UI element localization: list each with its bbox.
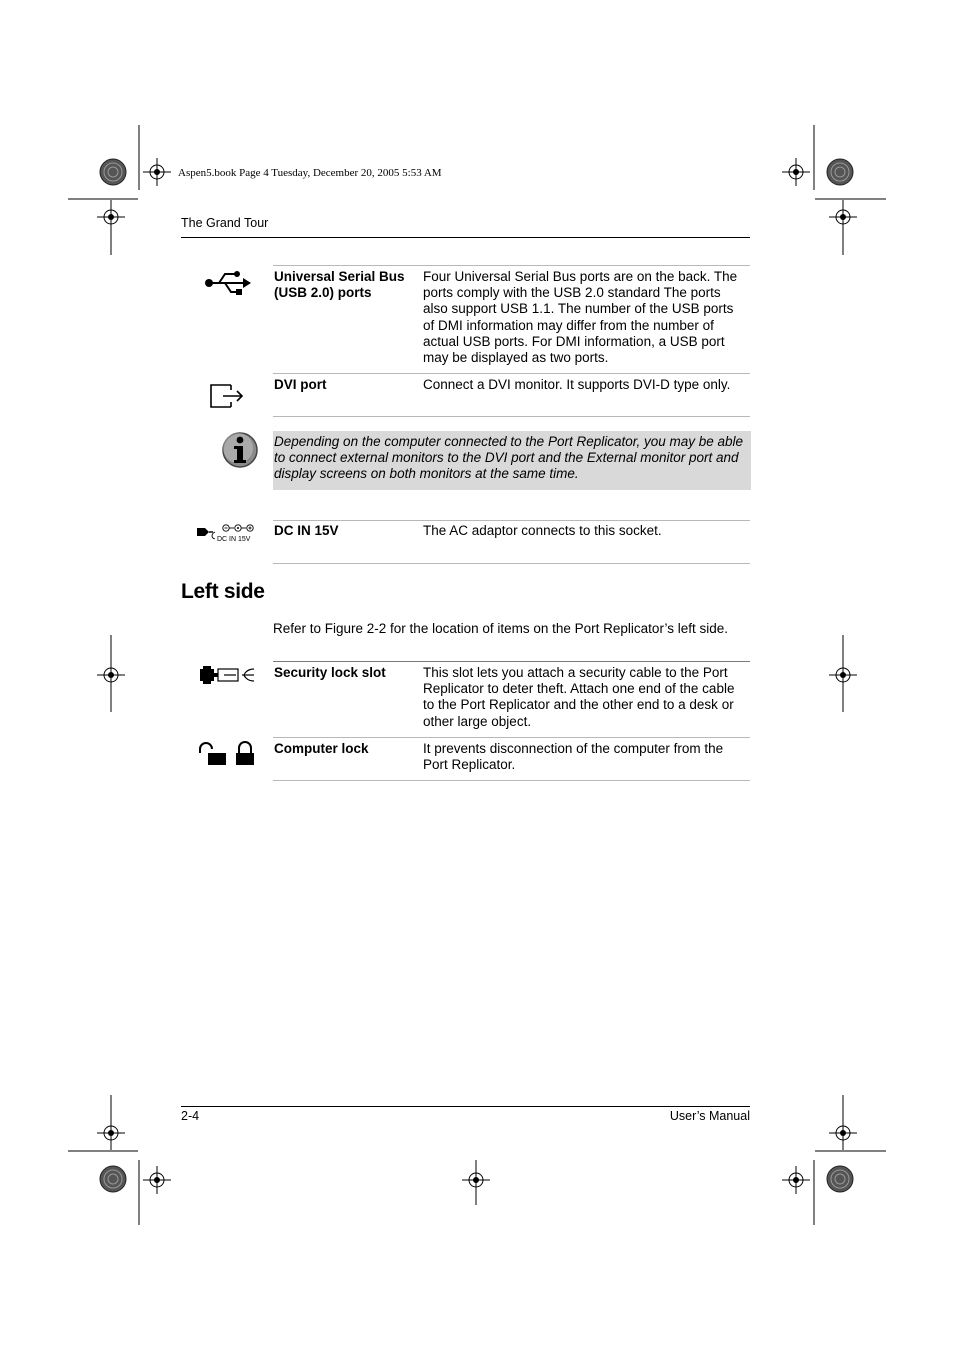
running-header: The Grand Tour xyxy=(181,216,269,230)
usb-icon xyxy=(203,268,251,298)
note-text: Depending on the computer connected to the Port Replicator, you may be able to connect external monitors to the DVI port and the External monitor port and display screens on both monitors at the same time. xyxy=(274,434,744,482)
footer-rule xyxy=(181,1106,750,1107)
desc-usb: Four Universal Serial Bus ports are on the back. The ports comply with the USB 2.0 standard The ports also support USB 1.1. The number of the USB ports of DMI information may differ from the number of actual USB ports. For DMI information, a USB port may be displayed as two ports. xyxy=(423,269,738,366)
table-rule xyxy=(273,373,750,374)
table-rule xyxy=(273,416,750,417)
header-rule xyxy=(181,237,750,238)
desc-security-lock: This slot lets you attach a security cable to the Port Replicator to deter theft. Attach one end of the cable to the Port Replicator and the other end to a desk or other large object. xyxy=(423,665,735,729)
info-icon xyxy=(221,431,259,469)
table-rule xyxy=(273,563,750,564)
table-rule xyxy=(273,520,750,521)
padlock-icon xyxy=(196,740,258,766)
desc-dvi: Connect a DVI monitor. It supports DVI-D type only. xyxy=(423,377,731,392)
dvi-port-icon xyxy=(209,381,245,411)
desc-computer-lock: It prevents disconnection of the computer from the Port Replicator. xyxy=(423,741,724,773)
section-intro: Refer to Figure 2-2 for the location of items on the Port Replicator’s left side. xyxy=(273,621,728,636)
dc-in-icon-label: DC IN 15V xyxy=(217,536,251,543)
dc-in-icon xyxy=(196,522,260,544)
manual-title: User’s Manual xyxy=(669,1109,750,1123)
term-security-lock: Security lock slot xyxy=(274,665,386,680)
desc-dc-in: The AC adaptor connects to this socket. xyxy=(423,523,662,538)
table-rule xyxy=(273,265,750,266)
security-lock-icon xyxy=(198,664,258,686)
table-rule xyxy=(273,661,750,662)
section-title: Left side xyxy=(181,580,265,603)
term-dc-in: DC IN 15V xyxy=(274,523,339,538)
term-usb: Universal Serial Bus (USB 2.0) ports xyxy=(274,269,405,300)
page-number: 2-4 xyxy=(181,1109,200,1123)
print-slug: Aspen5.book Page 4 Tuesday, December 20, 2005 5:53 AM xyxy=(178,167,442,179)
table-rule xyxy=(273,780,750,781)
table-rule xyxy=(273,737,750,738)
term-computer-lock: Computer lock xyxy=(274,741,369,756)
term-dvi: DVI port xyxy=(274,377,327,392)
